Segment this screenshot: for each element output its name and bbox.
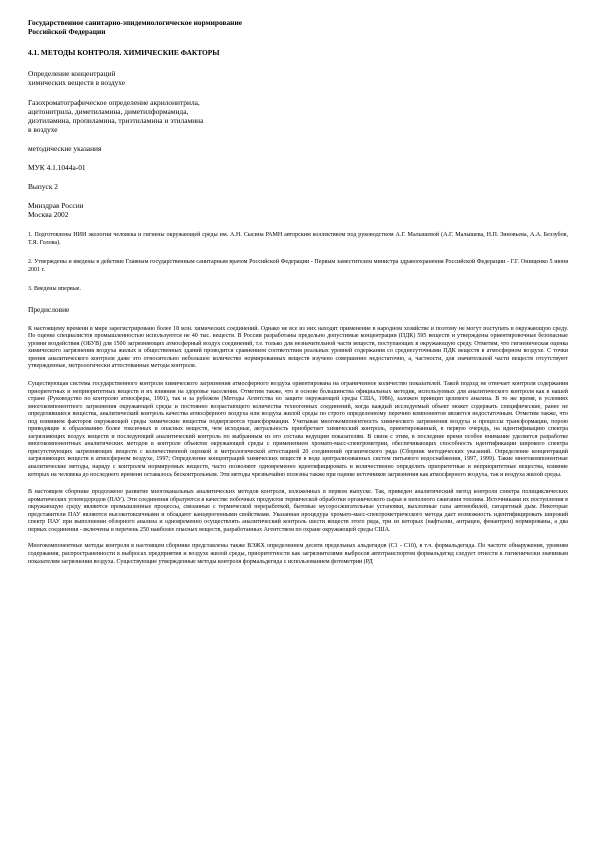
section-title: 4.1. МЕТОДЫ КОНТРОЛЯ. ХИМИЧЕСКИЕ ФАКТОРЫ — [28, 48, 220, 57]
publisher-line: Минздрав России — [28, 201, 84, 210]
list-item: 1. Подготовлены НИИ экологии человека и гигиены окружающей среды им. А.Н. Сысина РАМН авторским коллективом под руководством А.Г. Малышевой (А.Г. Малышева, Н.П. Зиновьева, А.А. Беззубов, Т.Я. Голова). — [28, 232, 568, 246]
subtitle-line: Определение концентраций — [28, 69, 116, 78]
publisher — [28, 201, 568, 219]
subtitle-line: химических веществ в воздухе — [28, 78, 126, 87]
paragraph: Существующая система государственного контроля химического загрязнения атмосферного воздуха ориентирована на ограниченное количество показателей. Такой подход не отвечает контроля содержания приоритетных и неприоритетных веществ и их влияния на здоровье населения. Отметим также, что в основе большинства официальных методик, используемых для аналитического контроля как в нашей стране (Руководство по контролю атмосферы, 1991), так и за рубежом (Методы Агентства по защите окружающей среды США, 1986), заложен принцип целевого анализа. В то же время, в условиях многокомпонентного загрязнения окружающей среды и постоянно возрастающего количества техногенных соединений, когда каждый исследуемый объект может содержать специфические, ранее не определявшиеся вещества, аналитический контроль качества атмосферного воздуха или воздуха жилой среды по строго определенному перечню компонентов является недостаточным. Отметим также, что под влиянием факторов окружающей среды химические вещества подвергаются трансформации. Учитывая многокомпонентность химического загрязнения воздуха и процессы трансформации, порою приводящие к образованию более токсичных и опасных веществ, чем исходные, актуальность приобретает химический контроль, ориентированный, в первую очередь, на идентификацию спектра загрязняющих воздух веществ и последующий аналитический контроль по выбранным из его состава ведущим показателям. В связи с этим, в последние время особое внимание уделяется разработке многокомпонентных аналитических методов в контроле объектов окружающей среды с применением хромато-масс-спектрометрии, обеспечивающих способность идентификации широкого спектра присутствующих загрязняющих веществ с количественной оценкой и метрологической аттестацией 20 соединений органического ряда (Сборник методических указаний. Определение концентраций загрязняющих веществ в атмосферном воздухе, 1997; Определение концентраций химических веществ в воде централизованных систем питьевого водоснабжения, 1997, 1999). Такие многокомпонентные аналитические методы, наряду с контролем нормируемых веществ, часто позволяют одновременно идентифицировать и количественно определять приоритетные и неприоритетные вещества, влияние которых на человека до последнего времени оставалось бесконтрольным. Эти методы чрезвычайно полезны также при оценке источников загрязнения как атмосферного воздуха, так и воздуха жилой среды. — [28, 381, 568, 478]
paragraph: Многокомпонентные методы контроля в настоящем сборнике представлены также ВЭЖХ определением десяти предельных альдегидов (С1 - С10), в т.ч. формальдегида. По частоте обнаружения, уровням содержания, распространенности в выбросах предприятия и воздухе жилой среды, приоритетности как загрязнителями выбросов автотранспортом формальдегид следует отнести к гигиенически значимым показателям загрязнения воздуха. Существующие утвержденные методы контроля формальдегида с использованием фотометрии (РД — [28, 543, 568, 565]
header-line: Государственное санитарно-эпидемиологическое нормирование — [28, 18, 242, 27]
intro-heading: Предисловие — [28, 304, 70, 314]
list-item: 3. Введены впервые. — [28, 286, 81, 293]
method-title-line: в воздухе — [28, 125, 58, 134]
method-title-line: Газохроматографическое определение акрилонитрила, — [28, 98, 200, 107]
paragraph: В настоящем сборнике продолжено развитие многоканальных аналитических методов контроля, изложенных в первом выпуске. Так, приведен аналитический метод контроля спектра полициклических ароматических углеводородов (ПАУ). Эти соединения образуются в качестве побочных продуктов термической обработки органического сырья и неполного сжигания топлива. Источниками их поступления в окружающую среду являются промышленные процессы, связанные с термической переработкой, бытовые мусоросжигательные установки, выхлопные газы автомобилей, сигаретный дым. Некоторые представители ПАУ являются высокотоксичными и обладают канцерогенными свойствами. Указанная процедура хромато-масс-спектрометрического метода дает возможность идентифицировать широкий спектр ПАУ при выполнении обзорного анализа и одновременно осуществлять аналитический контроль шести веществ этого ряда, три из которых (нафталин, антрацен, фенантрен) нормированы, а два первых соединения - включены в перечень 250 наиболее опасных веществ, разработанных Агентством по охране окружающей среды США. — [28, 489, 568, 533]
method-title — [28, 98, 568, 134]
method-title-line: ацетонитрила, диметиламина, диметилформамида, — [28, 107, 189, 116]
list-item: 2. Утверждены и введены в действие Главным государственным санитарным врачом Российской Федерации - Первым заместителем министра здравоохранения Российской Федерации - Г.Г. Онищенко 5 июня 2001 г. — [28, 259, 568, 273]
publisher-line: Москва 2002 — [28, 210, 69, 219]
header-line: Российской Федерации — [28, 27, 106, 36]
document-page — [28, 18, 568, 566]
paragraph: К настоящему времени в мире зарегистрировано более 18 млн. химических соединений. Однако не все из них находят применение в народном хозяйстве и поэтому не могут поступать в окружающую среду. По оценке специалистов промышленностью используются не 40 тыс. веществ. В России разработаны предельно допустимые концентрации (ПДК) 595 веществ и утверждены ориентировочные безопасные уровни воздействия (ОБУВ) для 1500 загрязняющих атмосферный воздух соединений, т.е. только для незначительной части веществ, поступающих в окружающую среду. Отметим, что гигиеническая оценка химического загрязнения воздуха жилых и общественных зданий проводится сравнением соответствия реальных уровней содержания со среднесуточными ПДК веществ в атмосферном воздухе. С точки зрения аналитического контроля даже это относительно небольшое количество нормированных веществ изучено совершенно недостаточно, а, частности, для значительной части веществ отсутствуют утвержденные, метрологически аттестованные методы контроля. — [28, 325, 568, 370]
subtitle — [28, 69, 568, 87]
doc-type: методические указания — [28, 144, 102, 153]
issue: Выпуск 2 — [28, 182, 58, 191]
method-title-line: диэтиламина, пропиламина, триэтиламина и этиламина — [28, 116, 204, 125]
doc-number: МУК 4.1.1044а-01 — [28, 163, 86, 172]
header — [28, 18, 568, 36]
